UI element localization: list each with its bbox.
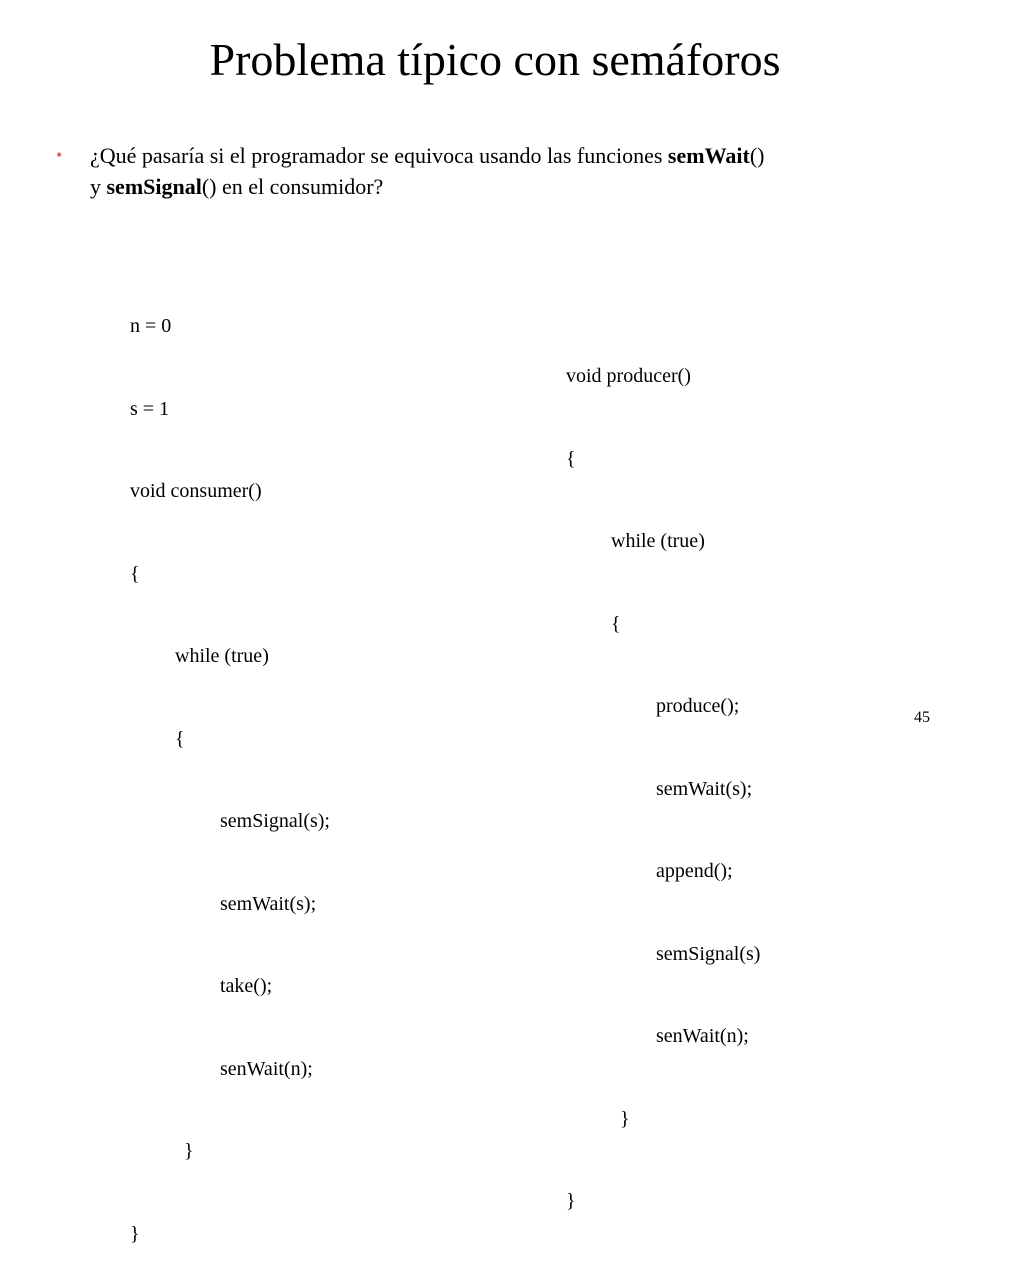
page-number: 45 [914,709,930,726]
code-line: { [175,727,185,750]
producer-code-block [566,308,760,1243]
code-line: void consumer() [130,480,262,502]
code-line: while (true) [175,645,269,667]
code-line: { [566,447,576,470]
code-line: } [620,1107,630,1130]
bullet-text [90,140,970,202]
bullet-text-part: ¿Qué pasaría si el programador se equivoca usando las funciones [90,143,668,168]
code-line: semSignal(s); [220,810,330,832]
code-line: { [611,612,621,635]
bullet-marker: • [56,145,63,165]
bullet-text-part: () en el consumidor? [201,174,384,199]
code-line: semWait(s); [220,892,317,915]
bullet-text-part: y [90,174,107,199]
code-line: { [130,562,140,585]
bullet-bold-semwait: semWait [667,143,750,168]
code-line: } [184,1140,194,1162]
code-line: semWait(s); [656,777,753,800]
code-line: } [130,1222,140,1245]
code-line: senWait(n); [656,1025,749,1047]
slide-title: Problema típico con semáforos [209,34,781,85]
code-line: void producer() [566,365,691,387]
bullet-text-part: () [749,143,765,168]
bullet-bold-semsignal: semSignal [106,174,202,199]
consumer-code-block [130,258,330,1276]
code-line: } [566,1190,576,1212]
code-line: s = 1 [130,397,170,420]
code-line: n = 0 [130,315,172,337]
code-line: produce(); [656,695,740,717]
code-line: take(); [220,975,273,997]
code-line: semSignal(s) [656,942,761,965]
code-line: while (true) [611,530,705,552]
code-line: senWait(n); [220,1057,313,1080]
code-line: append(); [656,860,733,882]
